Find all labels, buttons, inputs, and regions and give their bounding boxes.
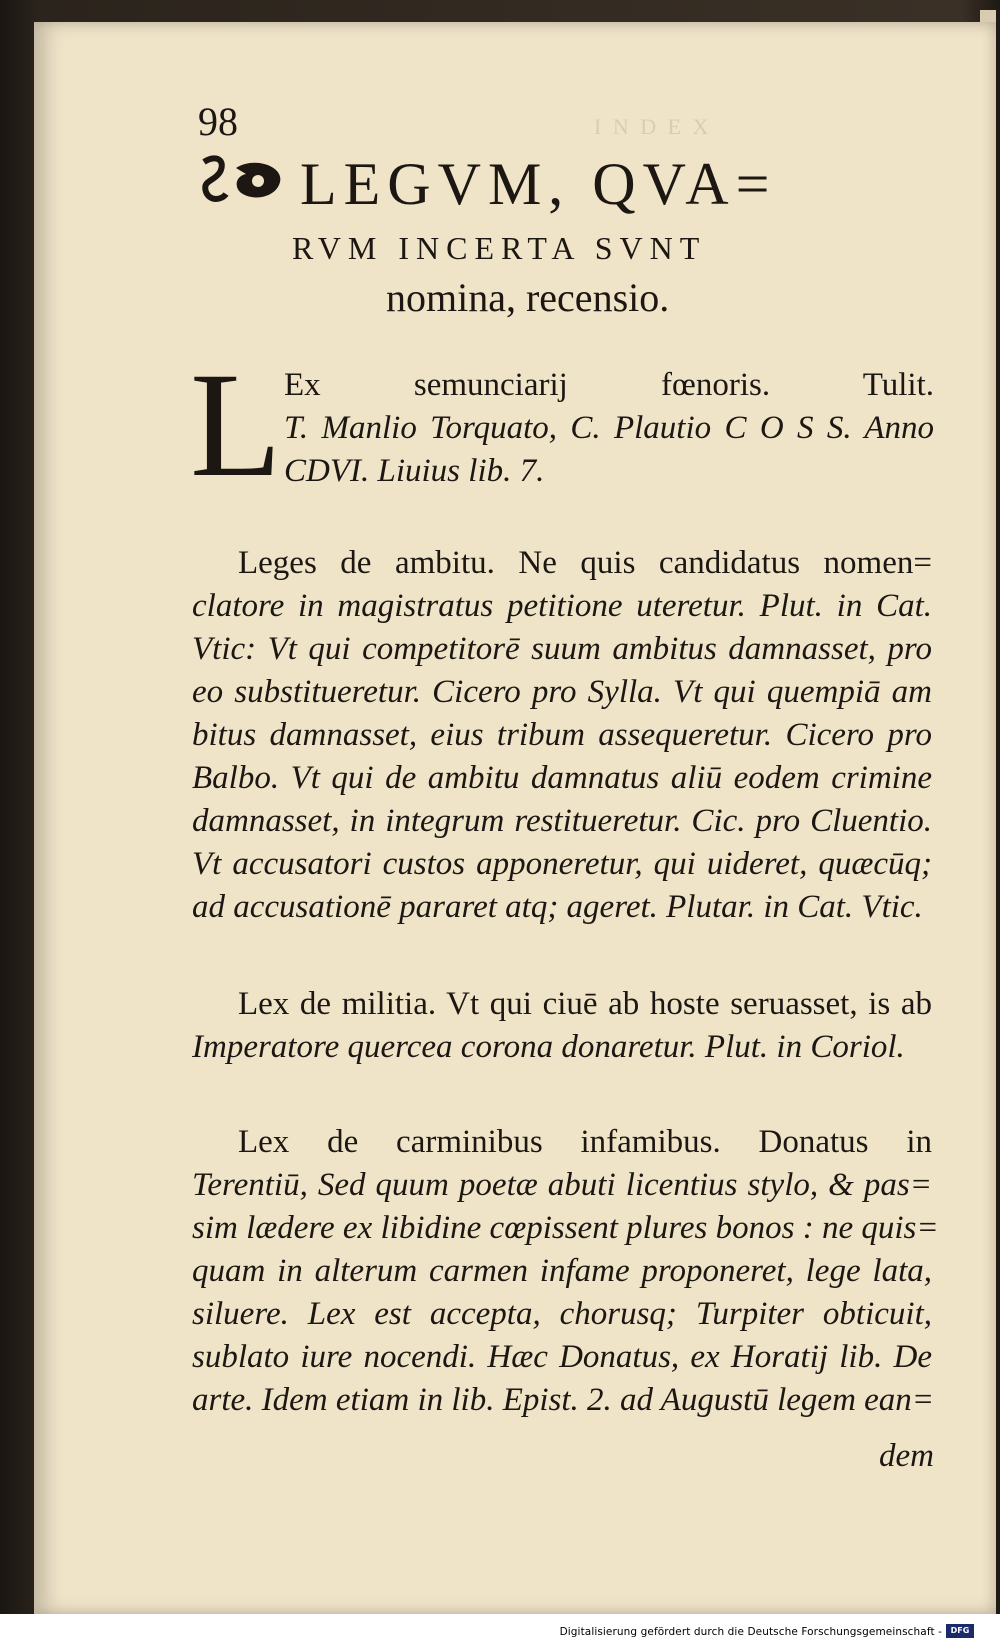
text-line: Vt accusatori custos apponeretur, qui uideret, quæcūq; [192, 846, 932, 882]
text-line: Leges de ambitu. Ne quis candidatus nomen= [238, 545, 932, 581]
text-line: Balbo. Vt qui de ambitu damnatus aliū eodem crimine [192, 760, 932, 796]
text-line: sim lædere ex libidine cœpissent plures bonos : ne quis= [192, 1210, 939, 1246]
text-line: Lex de militia. Vt qui ciuē ab hoste seruasset, is ab [238, 986, 932, 1022]
heading-line-2: RVM INCERTA SVNT [292, 230, 707, 266]
dfg-logo: DFG [946, 1624, 974, 1638]
paragraph-lex-de-carminibus [192, 1121, 939, 1422]
paragraph-lex-de-militia [192, 983, 932, 1069]
text-line: CDVI. Liuius lib. 7. [284, 453, 545, 489]
catchword: dem [879, 1438, 934, 1474]
bleed-through: I N D E X [594, 114, 712, 139]
page-number: 98 [198, 99, 238, 144]
text-line: T. Manlio Torquato, C. Plautio C O S S. Anno [284, 410, 934, 446]
text-line: siluere. Lex est accepta, chorusq; Turpiter obticuit, [192, 1296, 932, 1332]
drop-capital: L [190, 342, 282, 508]
heading-line-3: nomina, recensio. [386, 275, 670, 320]
text-line: damnasset, in integrum restitueretur. Cic. pro Cluentio. [192, 803, 932, 839]
fleuron-ornament-icon [196, 150, 296, 210]
text-line: arte. Idem etiam in lib. Epist. 2. ad Augustū legem ean= [192, 1382, 935, 1418]
digitization-credit: Digitalisierung gefördert durch die Deutsche Forschungsgemeinschaft - [559, 1626, 942, 1638]
text-line: clatore in magistratus petitione uteretur. Plut. in Cat. [192, 588, 932, 624]
text-line: Imperatore quercea corona donaretur. Plut. in Coriol. [192, 1029, 905, 1065]
text-line: Lex de carminibus infamibus. Donatus in [238, 1124, 932, 1160]
paragraph-leges-de-ambitu [192, 542, 932, 929]
text-line: sublato iure nocendi. Hæc Donatus, ex Horatij lib. De [192, 1339, 932, 1375]
heading-line-1: LEGVM, QVA= [300, 151, 777, 217]
text-line: Vtic: Vt qui competitorē suum ambitus damnasset, pro [192, 631, 932, 667]
text-line: eo substitueretur. Cicero pro Sylla. Vt qui quempiā am [192, 674, 932, 710]
text-line: Ex semunciarij fœnoris. Tulit. [284, 367, 934, 403]
text-line: Terentiū, Sed quum poetæ abuti licentius stylo, & pas= [192, 1167, 932, 1203]
text-line: ad accusationē pararet atq; ageret. Plutar. in Cat. Vtic. [192, 889, 923, 925]
text-line: bitus damnasset, eius tribum assequeretur. Cicero pro [192, 717, 932, 753]
text-line: quam in alterum carmen infame proponeret, lege lata, [192, 1253, 932, 1289]
paragraph-lex-semunciarii [284, 364, 934, 493]
